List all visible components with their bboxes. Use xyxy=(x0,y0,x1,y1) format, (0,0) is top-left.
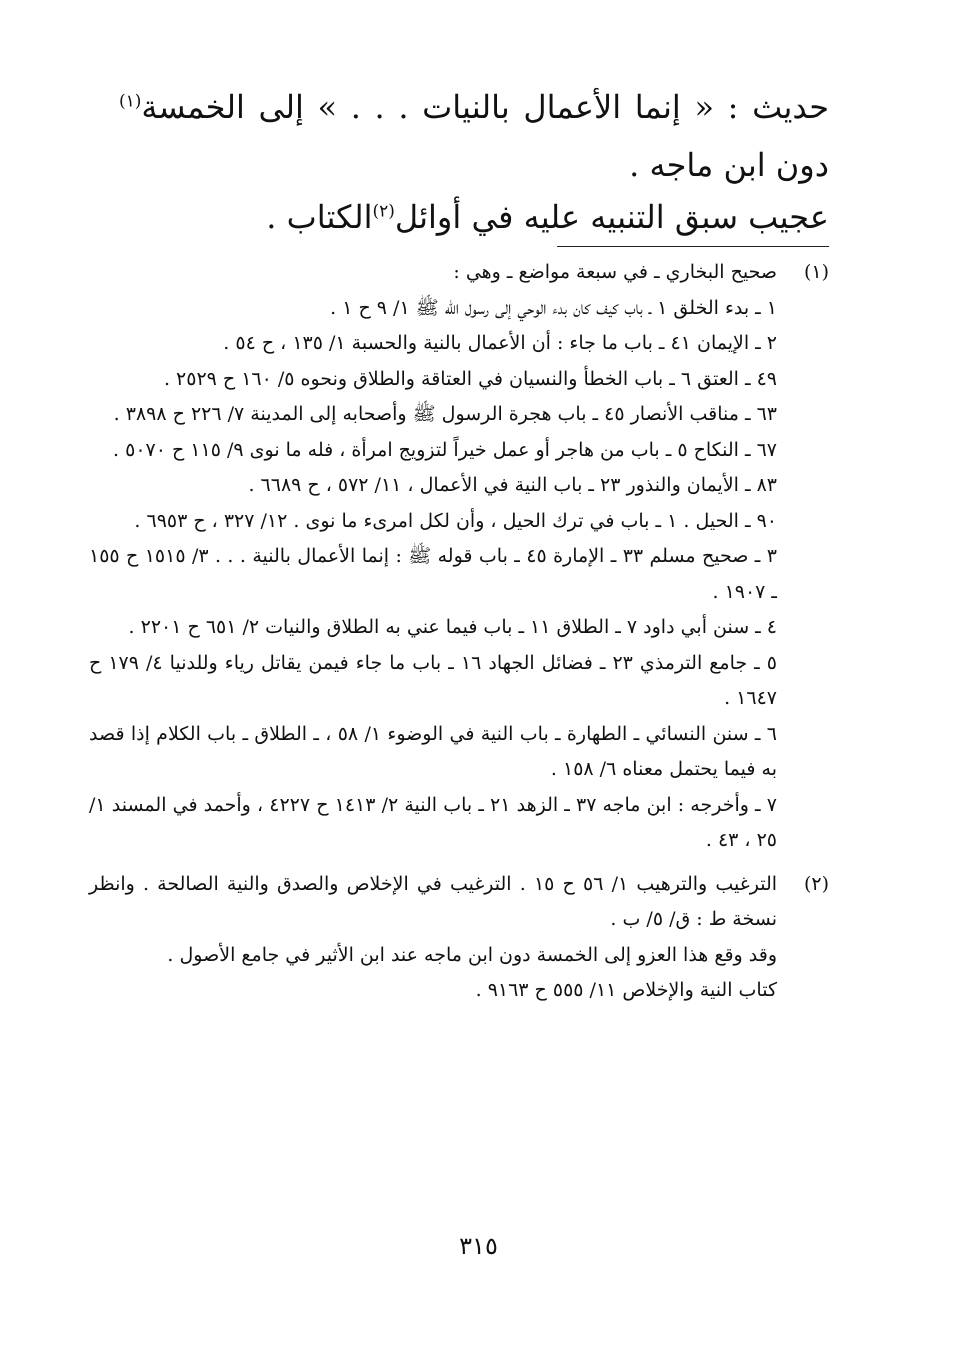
main-text-paragraph xyxy=(119,78,829,194)
footnote-entry: كتاب النية والإخلاص ١١/ ٥٥٥ ح ٩١٦٣ . xyxy=(475,979,777,1001)
footnote-1 xyxy=(89,255,829,859)
footnote-entry: ٦٧ ـ النكاح ٥ ـ باب من هاجر أو عمل خيراً لتزويج امرأة ، فله ما نوى ٩/ ١١٥ ح ٥٠٧٠ . xyxy=(113,438,777,461)
main-text-comment xyxy=(129,188,829,246)
footnote-entry: ٥ ـ جامع الترمذي ٢٣ ـ فضائل الجهاد ١٦ ـ باب ما جاء فيمن يقاتل رياء وللدنيا ٤/ ١٧٩ ح ١٦٤٧ . xyxy=(89,651,777,709)
footnote-entry: ٨٣ ـ الأيمان والنذور ٢٣ ـ باب النية في الأعمال ، ١١/ ٥٧٢ ، ح ٦٦٨٩ . xyxy=(248,474,777,496)
footnote-entry: ١ ـ بدء الخلق ١ ـ باب كيف كان بدء الوحي إلى رسول الله ﷺ ١/ ٩ ح ١ . xyxy=(330,296,777,319)
main-text-after-ref: دون ابن ماجه . xyxy=(629,146,829,184)
footnotes xyxy=(89,255,829,1009)
footnote-marker: (٢) xyxy=(803,872,829,895)
footnote-ref-2: (٢) xyxy=(372,201,395,222)
footnote-entry: ٦ ـ سنن النسائي ـ الطهارة ـ باب النية في الوضوء ١/ ٥٨ ، ـ الطلاق ـ باب الكلام إذا قصد به فيما يحتمل معناه ٦/ ١٥٨ . xyxy=(89,722,777,780)
comment-after-ref: الكتاب . xyxy=(266,198,373,236)
footnote-separator xyxy=(557,246,829,247)
comment-before-ref: عجيب سبق التنبيه عليه في أوائل xyxy=(394,198,829,236)
footnote-entry: الترغيب والترهيب ١/ ٥٦ ح ١٥ . الترغيب في الإخلاص والصدق والنية الصالحة . وانظر نسخة ط : ق/ ٥/ ب . xyxy=(89,872,778,930)
footnote-entry: وقد وقع هذا العزو إلى الخمسة دون ابن ماجه عند ابن الأثير في جامع الأصول . xyxy=(167,943,777,966)
page-number: ٣١٥ xyxy=(459,1232,498,1260)
footnote-entry: ٤٩ ـ العتق ٦ ـ باب الخطأ والنسيان في العتاقة والطلاق ونحوه ٥/ ١٦٠ ح ٢٥٢٩ . xyxy=(163,367,777,390)
footnote-marker: (١) xyxy=(803,261,829,283)
footnote-entry: ٦٣ ـ مناقب الأنصار ٤٥ ـ باب هجرة الرسول ﷺ وأصحابه إلى المدينة ٧/ ٢٢٦ ح ٣٨٩٨ . xyxy=(113,403,777,425)
footnote-entry: ٢ ـ الإيمان ٤١ ـ باب ما جاء : أن الأعمال بالنية والحسبة ١/ ١٣٥ ، ح ٥٤ . xyxy=(223,332,777,354)
footnote-entry: ٣ ـ صحيح مسلم ٣٣ ـ الإمارة ٤٥ ـ باب قوله ﷺ : إنما الأعمال بالنية . . . ٣/ ١٥١٥ ح ١٥٥ ـ ١٩٠٧ . xyxy=(89,545,778,603)
main-text-before-ref: حديث : « إنما الأعمال بالنيات . . . » إلى الخمسة xyxy=(141,88,829,126)
footnote-entry: صحيح البخاري ـ في سبعة مواضع ـ وهي : xyxy=(453,261,777,283)
footnote-entry: ٩٠ ـ الحيل . ١ ـ باب في ترك الحيل ، وأن لكل امرىء ما نوى . ١٢/ ٣٢٧ ، ح ٦٩٥٣ . xyxy=(134,509,777,532)
footnote-ref-1: (١) xyxy=(119,91,142,112)
footnote-entry: ٤ ـ سنن أبي داود ٧ ـ الطلاق ١١ ـ باب فيما عني به الطلاق والنيات ٢/ ٦٥١ ح ٢٢٠١ . xyxy=(128,616,777,638)
footnote-entry: ٧ ـ وأخرجه : ابن ماجه ٣٧ ـ الزهد ٢١ ـ باب النية ٢/ ١٤١٣ ح ٤٢٢٧ ، وأحمد في المسند ١/ ٢٥ ، ٤٣ . xyxy=(89,793,777,851)
footnote-2 xyxy=(89,867,829,1009)
